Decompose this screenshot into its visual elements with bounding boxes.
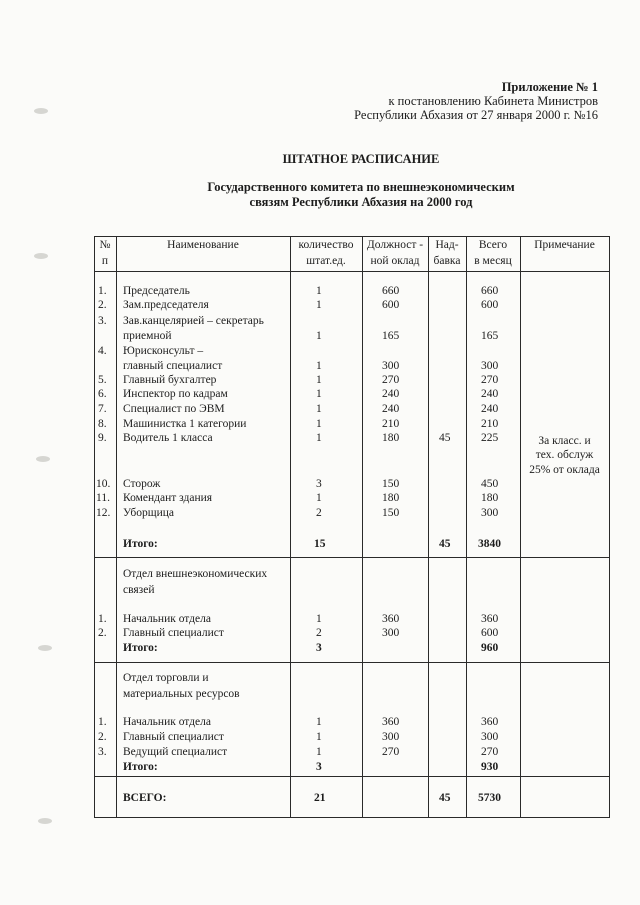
salary-value: 150 [382,478,400,490]
col-name-header: Наименование [167,239,239,251]
header-text: бавка [433,255,461,267]
row-number: 7. [98,403,107,415]
staff-count: 1 [316,285,322,297]
header-text: Над- [435,239,459,251]
position-name: Председатель [123,285,190,297]
salary-value: 300 [382,360,400,372]
monthly-total: 600 [481,299,499,311]
staff-count: 1 [316,613,322,625]
subtotal-label: Итого: [123,761,158,773]
monthly-total: 600 [481,627,499,639]
monthly-total: 240 [481,388,499,400]
staff-count: 1 [316,299,322,311]
subtotal-sum: 960 [481,642,499,654]
salary-value: 270 [382,374,400,386]
position-name: Начальник отдела [123,613,211,625]
col-qty-header [290,239,362,268]
staff-count: 1 [316,330,322,342]
position-name: Ведущий специалист [123,746,228,758]
subtotal-count: 15 [314,538,326,550]
subtotal-sum: 930 [481,761,499,773]
republic-line: Республики Абхазия от 27 января 2000 г. №16 [354,108,598,122]
staff-count: 1 [316,388,322,400]
row-number: 8. [98,418,107,430]
monthly-total: 300 [481,507,499,519]
row-number: 2. [98,299,107,311]
position-name: Главный специалист [123,731,224,743]
row-number: 2. [98,627,107,639]
staff-count: 1 [316,360,322,372]
position-name-cont: приемной [123,330,172,342]
note-text: 25% от оклада [529,464,600,476]
section1-divider [94,557,610,558]
salary-value: 600 [382,299,400,311]
header-text: № [99,239,111,251]
staff-count: 1 [316,731,322,743]
col-border [94,236,95,818]
row-number: 10. [96,478,111,490]
punch-hole [34,108,48,114]
col-border [466,236,467,818]
grand-total-bonus: 45 [439,792,451,804]
row-number: 9. [98,432,107,444]
monthly-total: 300 [481,731,499,743]
row-number: 11. [96,492,110,504]
row-number: 4. [98,345,107,357]
salary-value: 240 [382,388,400,400]
staff-count: 1 [316,492,322,504]
row-number: 1. [98,613,107,625]
row-number: 5. [98,374,107,386]
salary-value: 300 [382,731,400,743]
col-bonus-header [428,239,466,268]
row-number: 6. [98,388,107,400]
row-number: 1. [98,285,107,297]
position-name: Уборщица [123,507,175,519]
salary-value: 360 [382,613,400,625]
row-number: 1. [98,716,107,728]
col-border [362,236,363,818]
salary-value: 240 [382,403,400,415]
col-border [116,236,117,818]
department-title: связей [123,584,155,596]
subtotal-bonus: 45 [439,538,451,550]
note-text: За класс. и [538,435,591,447]
staff-count: 1 [316,746,322,758]
staff-count: 1 [316,418,322,430]
monthly-total: 270 [481,746,499,758]
document-title: ШТАТНОЕ РАСПИСАНИЕ [282,152,440,166]
section2-divider [94,662,610,663]
monthly-total: 360 [481,716,499,728]
staff-count: 2 [316,507,322,519]
table-bottom-border [94,817,610,818]
punch-hole [38,818,52,824]
row-number: 2. [98,731,107,743]
note-text: тех. обслуж [535,449,594,461]
col-border [428,236,429,818]
staff-count: 1 [316,403,322,415]
header-text: ной оклад [370,255,420,267]
header-text: количество [298,239,354,251]
position-name-cont: главный специалист [123,360,223,372]
col-border [520,236,521,818]
col-note-header: Примечание [534,239,595,251]
monthly-total: 270 [481,374,499,386]
position-name: Комендант здания [123,492,213,504]
subtitle-line-1: Государственного комитета по внешнеэкономическим [207,180,515,194]
salary-value: 165 [382,330,400,342]
department-title: Отдел торговли и [123,672,209,684]
col-border [609,236,610,818]
subtitle-line-2: связям Республики Абхазия на 2000 год [249,195,473,209]
monthly-total: 165 [481,330,499,342]
department-title: материальных ресурсов [123,688,240,700]
subtotal-label: Итого: [123,538,158,550]
monthly-total: 180 [481,492,499,504]
decree-line: к постановлению Кабинета Министров [388,94,598,108]
bonus-value: 45 [439,432,451,444]
department-title: Отдел внешнеэкономических [123,568,268,580]
punch-hole [38,645,52,651]
row-number: 3. [98,746,107,758]
monthly-total: 300 [481,360,499,372]
grand-total-sum: 5730 [478,792,501,804]
staff-count: 2 [316,627,322,639]
subtotal-count: 3 [316,642,322,654]
col-num-header [94,239,116,268]
monthly-total: 450 [481,478,499,490]
position-name: Зав.канцелярией – секретарь [123,315,264,327]
col-total-header [466,239,520,268]
appendix-title: Приложение № 1 [501,80,598,94]
position-name: Главный бухгалтер [123,374,217,386]
position-name: Юрисконсульт – [123,345,204,357]
row-number: 3. [98,315,107,327]
subtotal-sum: 3840 [478,538,501,550]
position-name: Машинистка 1 категории [123,418,247,430]
salary-value: 150 [382,507,400,519]
monthly-total: 240 [481,403,499,415]
salary-value: 180 [382,432,400,444]
position-name: Специалист по ЭВМ [123,403,225,415]
monthly-total: 210 [481,418,499,430]
subtotal-count: 3 [316,761,322,773]
staff-count: 3 [316,478,322,490]
punch-hole [34,253,48,259]
punch-hole [36,456,50,462]
grand-total-label: ВСЕГО: [123,792,167,804]
position-name: Главный специалист [123,627,224,639]
monthly-total: 360 [481,613,499,625]
header-text: в месяц [474,255,512,267]
header-text: Должност - [366,239,424,251]
grand-total-count: 21 [314,792,326,804]
row-number: 12. [96,507,111,519]
salary-value: 180 [382,492,400,504]
staff-count: 1 [316,374,322,386]
monthly-total: 225 [481,432,499,444]
position-name: Инспектор по кадрам [123,388,228,400]
staff-count: 1 [316,432,322,444]
salary-value: 660 [382,285,400,297]
monthly-total: 660 [481,285,499,297]
salary-value: 360 [382,716,400,728]
header-text: п [101,255,109,267]
position-name: Сторож [123,478,161,490]
subtotal-label: Итого: [123,642,158,654]
header-text: Всего [478,239,508,251]
section3-divider [94,776,610,777]
col-border [290,236,291,818]
position-name: Водитель 1 класса [123,432,213,444]
col-salary-header [362,239,428,268]
salary-value: 300 [382,627,400,639]
table-top-border [94,236,610,237]
position-name: Зам.председателя [123,299,209,311]
position-name: Начальник отдела [123,716,211,728]
header-bottom-border [94,271,610,272]
staff-count: 1 [316,716,322,728]
salary-value: 270 [382,746,400,758]
salary-value: 210 [382,418,400,430]
header-text: штат.ед. [306,255,346,267]
